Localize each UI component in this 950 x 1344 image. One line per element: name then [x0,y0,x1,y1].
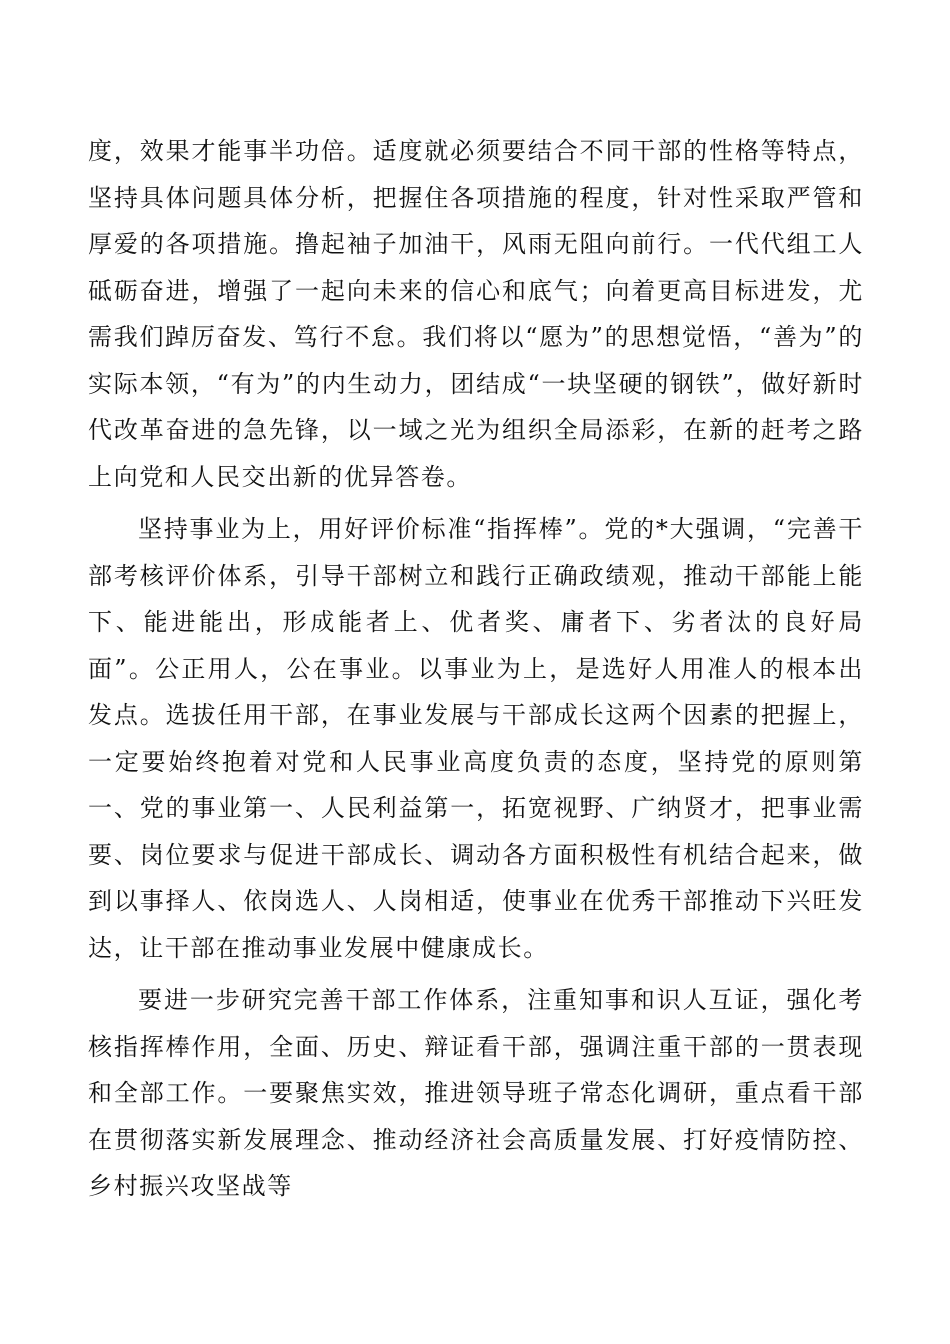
document-body [88,128,864,1210]
paragraph-cadre-system: 要进一步研究完善干部工作体系，注重知事和识人互证，强化考核指挥棒作用，全面、历史、辩证看干部，强调注重干部的一贯表现和全部工作。一要聚焦实效，推进领导班子常态化调研，重点看干部在贯彻落实新发展理念、推动经济社会高质量发展、打好疫情防控、乡村振兴攻坚战等 [88,986,864,1200]
paragraph-continuation: 度，效果才能事半功倍。适度就必须要结合不同干部的性格等特点，坚持具体问题具体分析，把握住各项措施的程度，针对性采取严管和厚爱的各项措施。撸起袖子加油干，风雨无阻向前行。一代代组工人砥砺奋进，增强了一起向未来的信心和底气；向着更高目标进发，尤需我们踔厉奋发、笃行不怠。我们将以“愿为”的思想觉悟，“善为”的实际本领，“有为”的内生动力，团结成“一块坚硬的钢铁”，做好新时代改革奋进的急先锋，以一域之光为组织全局添彩，在新的赶考之路上向党和人民交出新的优异答卷。 [88,137,864,491]
paragraph-career-first: 坚持事业为上，用好评价标准“指挥棒”。党的*大强调，“完善干部考核评价体系，引导干部树立和践行正确政绩观，推动干部能上能下、能进能出，形成能者上、优者奖、庸者下、劣者汰的良好局面”。公正用人，公在事业。以事业为上，是选好人用准人的根本出发点。选拔任用干部，在事业发展与干部成长这两个因素的把握上，一定要始终抱着对党和人民事业高度负责的态度，坚持党的原则第一、党的事业第一、人民利益第一，拓宽视野、广纳贤才，把事业需要、岗位要求与促进干部成长、调动各方面积极性有机结合起来，做到以事择人、依岗选人、人岗相适，使事业在优秀干部推动下兴旺发达，让干部在推动事业发展中健康成长。 [88,515,864,962]
